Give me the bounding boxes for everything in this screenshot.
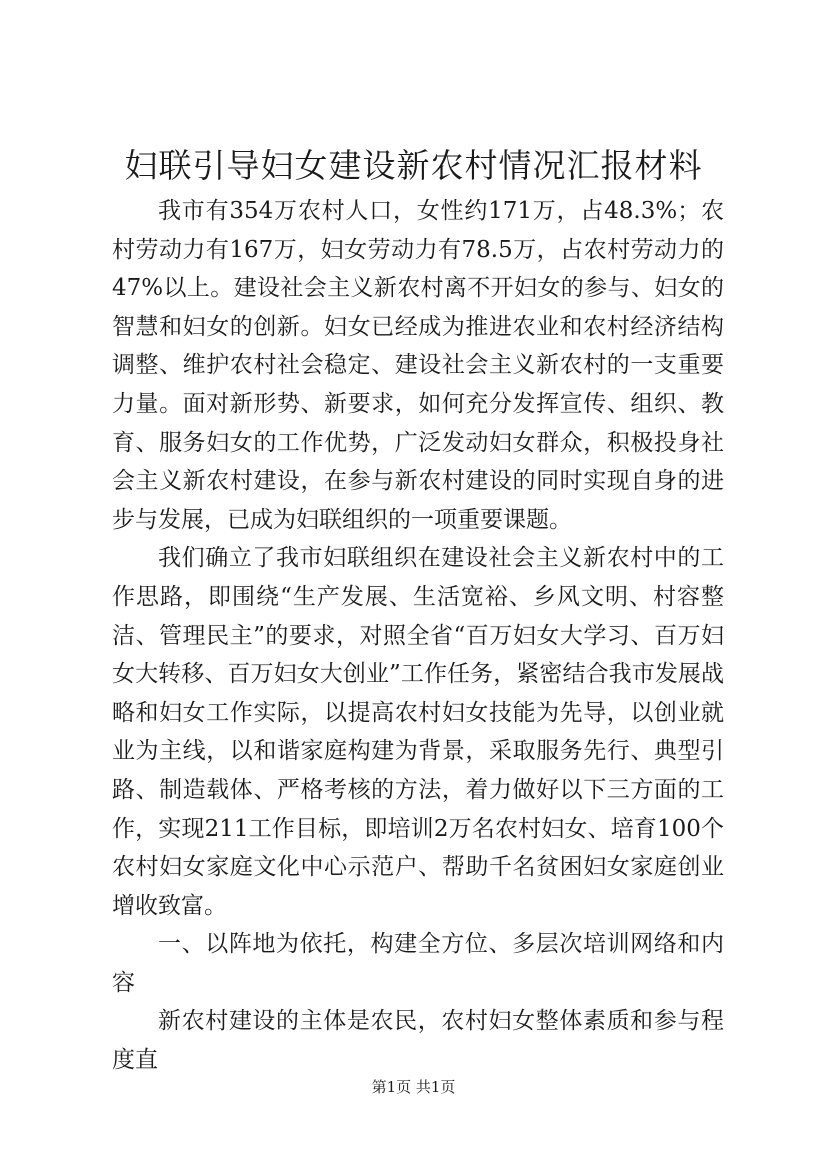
paragraph-section-1: 新农村建设的主体是农民，农村妇女整体素质和参与程度直 [112, 1008, 724, 1074]
document-body [112, 192, 724, 1080]
page-footer: 第1页 共1页 [371, 1078, 456, 1096]
paragraph-intro: 我市有354万农村人口，女性约171万，占48.3%；农村劳动力有167万，妇女劳动力有78.5万，占农村劳动力的47%以上。建设社会主义新农村离不开妇女的参与、妇女的智慧和妇女的创新。妇女已经成为推进农业和农村经济结构调整、维护农村社会稳定、建设社会主义新农村的一支重要力量。面对新形势、新要求，如何充分发挥宣传、组织、教育、服务妇女的工作优势，广泛发动妇女群众，积极投身社会主义新农村建设，在参与新农村建设的同时实现自身的进步与发展，已成为妇联组织的一项重要课题。 [112, 198, 724, 533]
section-heading-1: 一、以阵地为依托，构建全方位、多层次培训网络和内容 [112, 931, 724, 996]
paragraph-work-approach: 我们确立了我市妇联组织在建设社会主义新农村中的工作思路，即围绕“生产发展、生活宽裕、乡风文明、村容整洁、管理民主”的要求，对照全省“百万妇女大学习、百万妇女大转移、百万妇女大创业”工作任务，紧密结合我市发展战略和妇女工作实际，以提高农村妇女技能为先导，以创业就业为主线，以和谐家庭构建为背景，采取服务先行、典型引路、制造载体、严格考核的方法，着力做好以下三方面的工作，实现211工作目标，即培训2万名农村妇女、培育100个农村妇女家庭文化中心示范户、帮助千名贫困妇女家庭创业增收致富。 [112, 545, 724, 919]
document-title: 妇联引导妇女建设新农村情况汇报材料 [124, 146, 703, 185]
